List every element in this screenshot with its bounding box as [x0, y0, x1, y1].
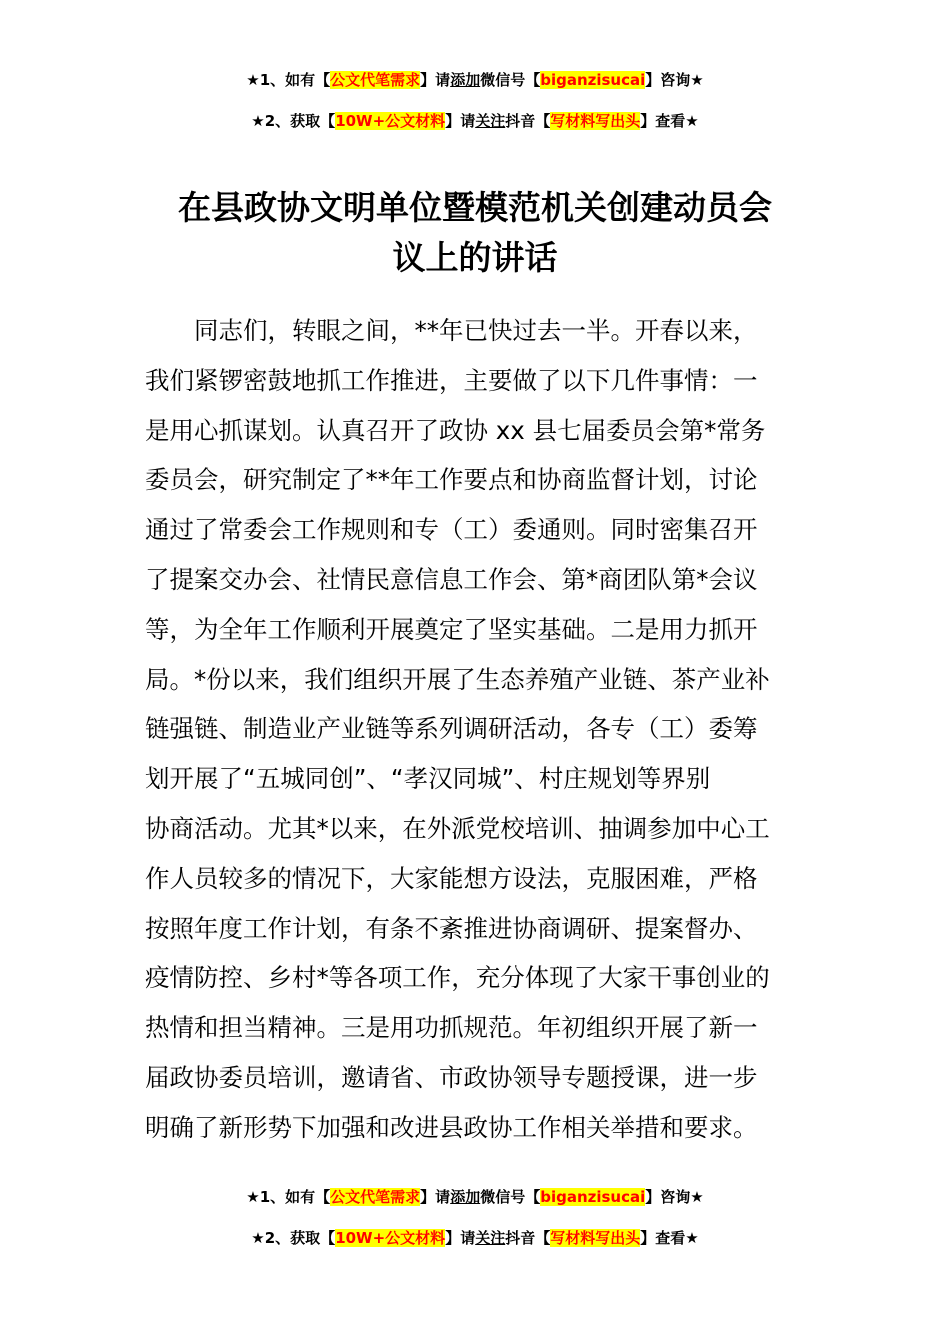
body-line: 是用心抓谋划。认真召开了政协 xx 县七届委员会第*常务 — [145, 415, 766, 445]
promo-line-2-bottom — [0, 1226, 950, 1250]
promo-underline: 添加 — [450, 1188, 481, 1206]
promo-highlight: 写材料写出头 — [550, 1229, 641, 1247]
promo-text: ★1、如有【 — [246, 71, 331, 89]
promo-text: 微信号【 — [480, 71, 541, 89]
body-line: 等，为全年工作顺利开展奠定了坚实基础。二是用力抓开 — [145, 614, 758, 644]
promo-text: 】请 — [445, 112, 476, 130]
promo-text: 】查看★ — [640, 1229, 699, 1247]
promo-highlight: 公文代笔需求 — [330, 1188, 421, 1206]
body-line: 疫情防控、乡村*等各项工作，充分体现了大家干事创业的 — [145, 963, 770, 993]
promo-text: 】查看★ — [640, 112, 699, 130]
body-line: 了提案交办会、社情民意信息工作会、第*商团队第*会议 — [145, 564, 758, 594]
body-line: 按照年度工作计划，有条不紊推进协商调研、提案督办、 — [145, 913, 758, 943]
body-line: 明确了新形势下加强和改进县政协工作相关举措和要求。 — [145, 1112, 758, 1142]
promo-underline: 关注 — [475, 1229, 506, 1247]
promo-line-1-top — [0, 68, 950, 92]
body-line: 划开展了“五城同创”、“孝汉同城”、村庄规划等界别 — [145, 764, 711, 794]
promo-text: ★2、获取【 — [251, 1229, 336, 1247]
promo-text: 】咨询★ — [645, 1188, 704, 1206]
promo-highlight: biganzisucai — [540, 1188, 646, 1206]
body-line: 通过了常委会工作规则和专（工）委通则。同时密集召开 — [145, 515, 758, 545]
promo-text: 】请 — [420, 71, 451, 89]
promo-highlight: 10W+公文材料 — [335, 112, 446, 130]
promo-text: ★1、如有【 — [246, 1188, 331, 1206]
document-body — [145, 306, 809, 1153]
promo-highlight: 写材料写出头 — [550, 112, 641, 130]
body-line: 协商活动。尤其*以来，在外派党校培训、抽调参加中心工 — [145, 813, 770, 843]
promo-text: 抖音【 — [505, 1229, 551, 1247]
promo-underline: 关注 — [475, 112, 506, 130]
promo-highlight: 10W+公文材料 — [335, 1229, 446, 1247]
promo-highlight: biganzisucai — [540, 71, 646, 89]
promo-text: 抖音【 — [505, 112, 551, 130]
body-line: 热情和担当精神。三是用功抓规范。年初组织开展了新一 — [145, 1013, 758, 1043]
promo-line-1-bottom — [0, 1185, 950, 1209]
body-line: 届政协委员培训，邀请省、市政协领导专题授课，进一步 — [145, 1062, 758, 1092]
body-line: 委员会，研究制定了**年工作要点和协商监督计划，讨论 — [145, 465, 758, 495]
title-line: 议上的讲话 — [392, 238, 558, 277]
promo-text: ★2、获取【 — [251, 112, 336, 130]
promo-line-2-top — [0, 109, 950, 133]
body-line: 局。*份以来，我们组织开展了生态养殖产业链、茶产业补 — [145, 664, 770, 694]
body-line: 我们紧锣密鼓地抓工作推进，主要做了以下几件事情：一 — [145, 365, 758, 395]
promo-text: 】咨询★ — [645, 71, 704, 89]
promo-underline: 添加 — [450, 71, 481, 89]
body-line: 链强链、制造业产业链等系列调研活动，各专（工）委筹 — [145, 714, 758, 744]
promo-text: 微信号【 — [480, 1188, 541, 1206]
body-line: 同志们，转眼之间，**年已快过去一半。开春以来， — [194, 316, 758, 345]
promo-highlight: 公文代笔需求 — [330, 71, 421, 89]
promo-text: 】请 — [445, 1229, 476, 1247]
title-line: 在县政协文明单位暨模范机关创建动员会 — [178, 188, 772, 227]
promo-text: 】请 — [420, 1188, 451, 1206]
body-line: 作人员较多的情况下，大家能想方设法，克服困难，严格 — [145, 863, 758, 893]
document-title — [145, 183, 805, 283]
